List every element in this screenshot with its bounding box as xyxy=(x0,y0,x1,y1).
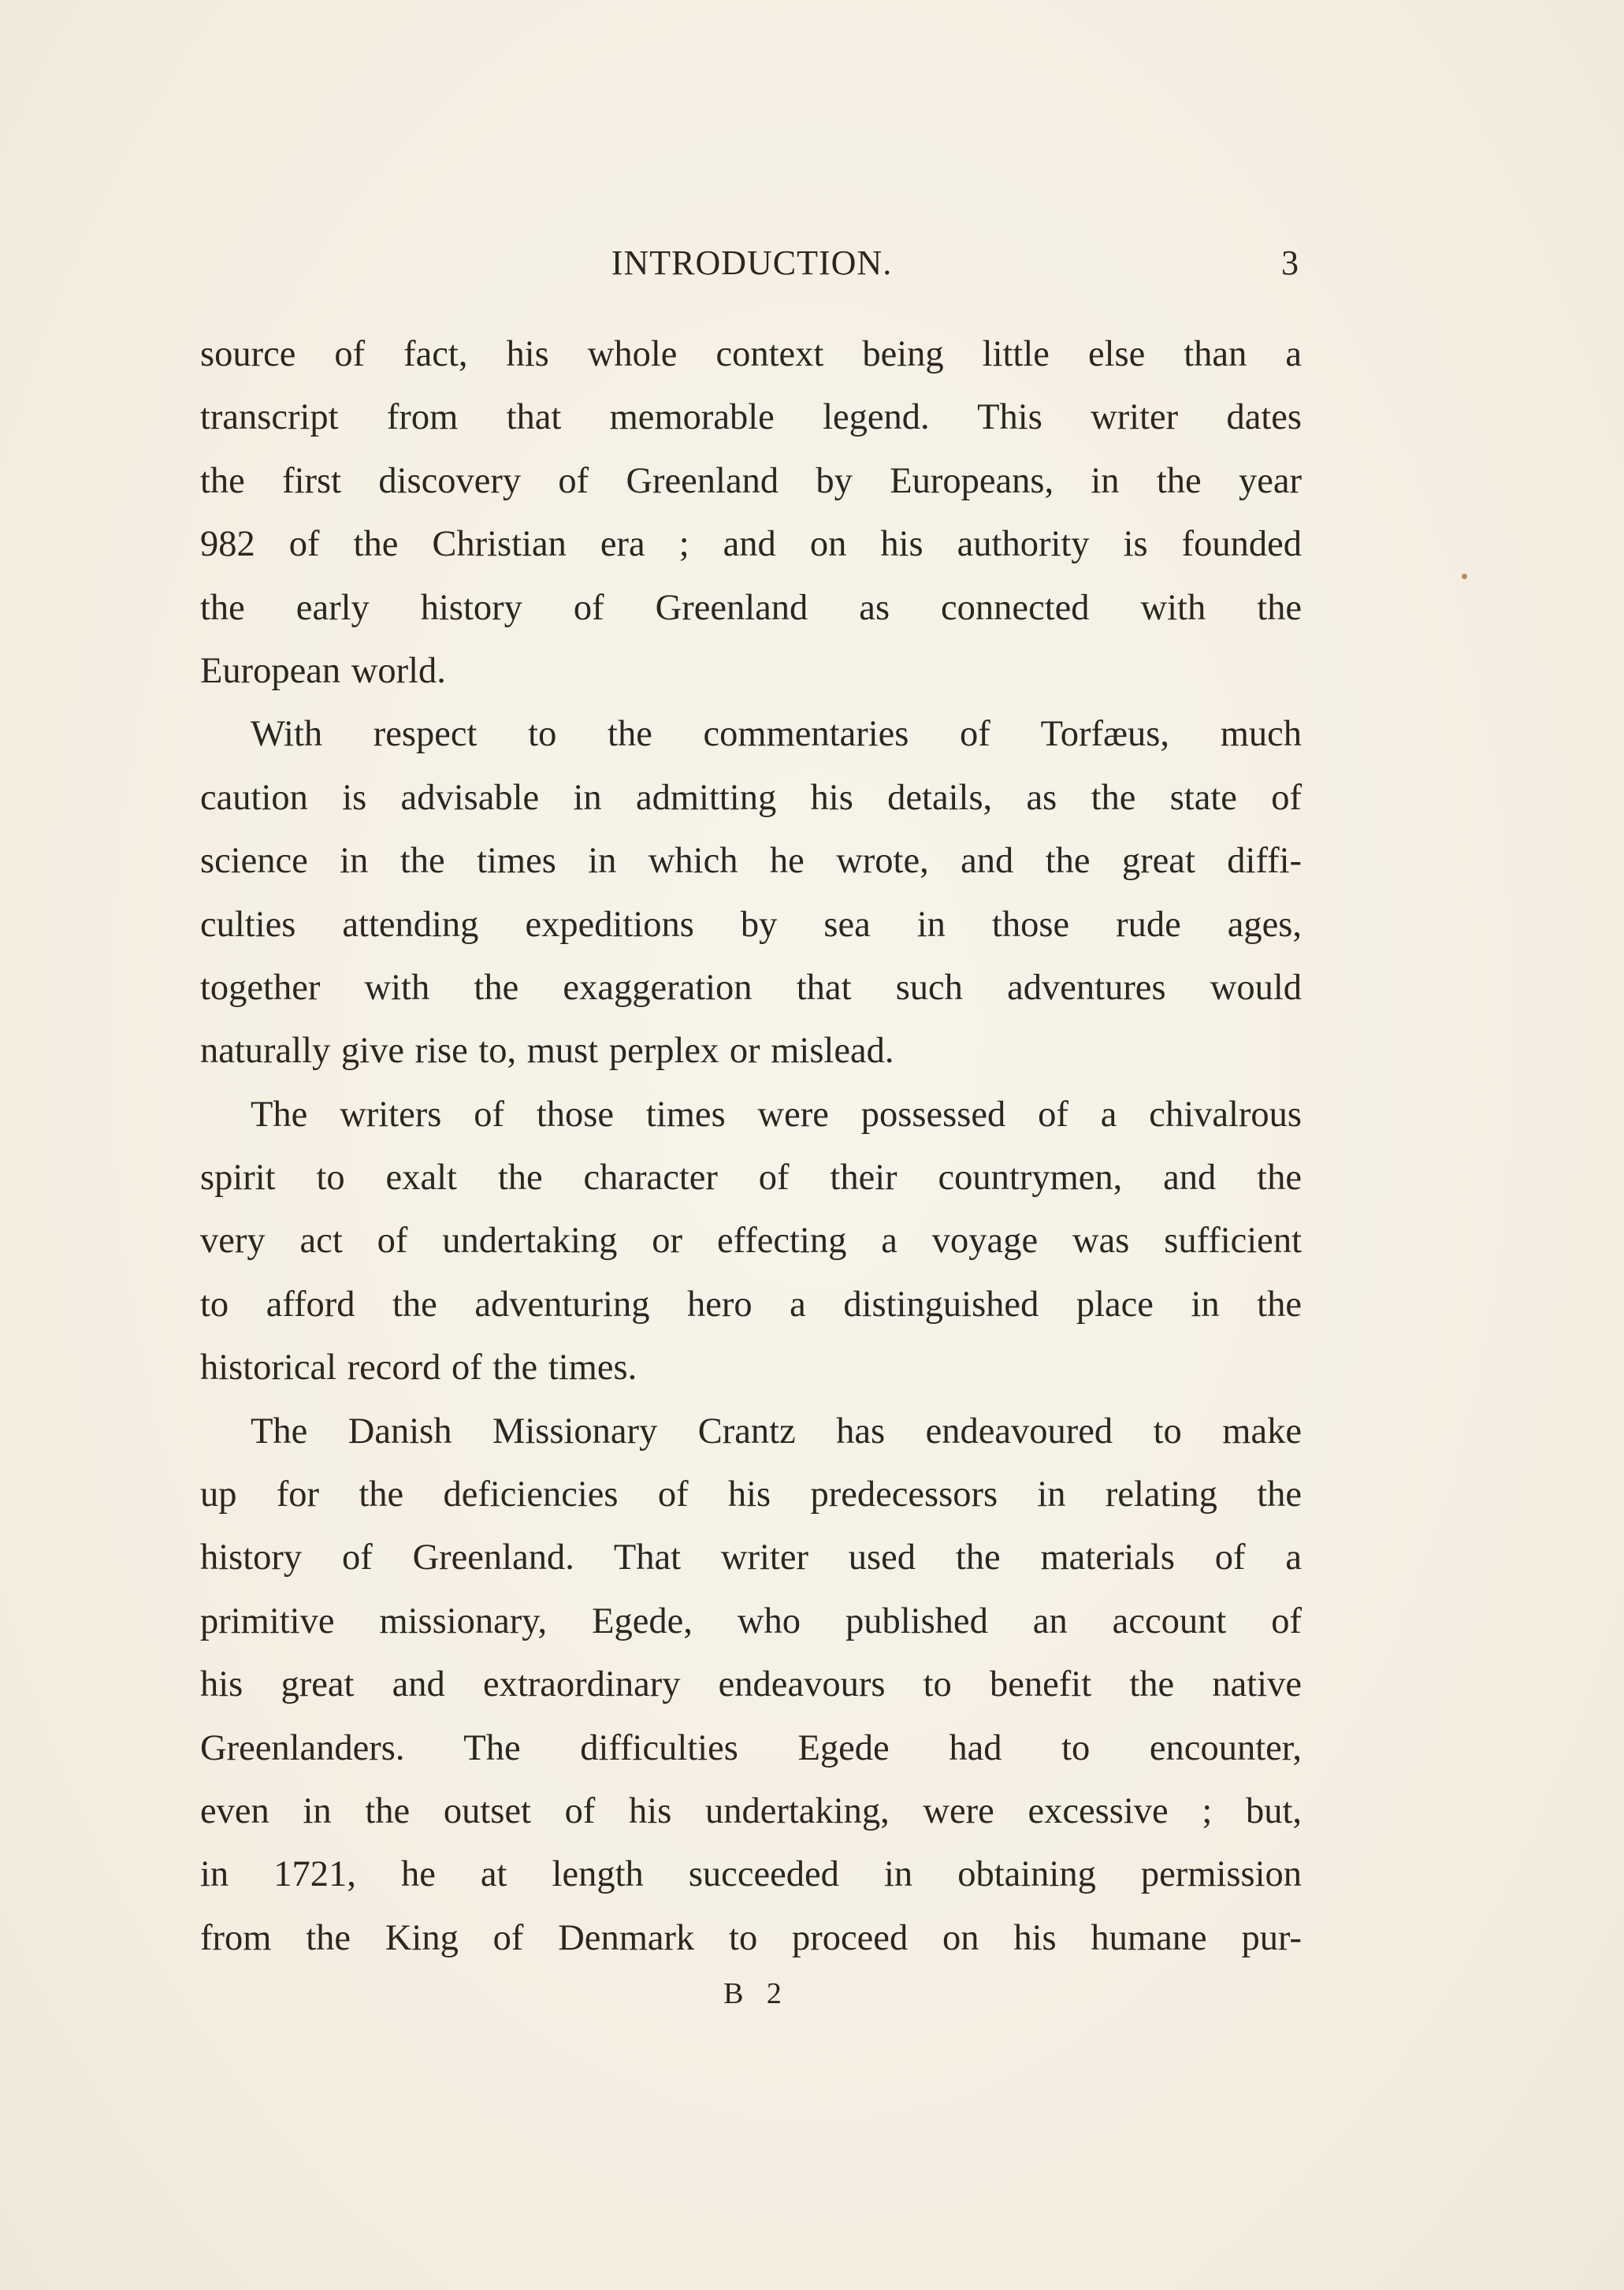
text-line: Greenlanders. The difficulties Egede had to encounter, xyxy=(200,1727,1302,1768)
text-line: even in the outset of his undertaking, were excessive ; but, xyxy=(200,1790,1302,1831)
text-line: science in the times in which he wrote, and the great diffi- xyxy=(200,841,1302,882)
text-line: his great and extraordinary endeavours to benefit the native xyxy=(200,1664,1302,1705)
text-line: in 1721, he at length succeeded in obtaining permission xyxy=(200,1854,1302,1895)
text-line: together with the exaggeration that such adventures would xyxy=(200,967,1302,1008)
running-head xyxy=(200,243,1303,290)
text-line: up for the deficiencies of his predecessors in relating the xyxy=(200,1474,1302,1515)
text-line: the early history of Greenland as connected with the xyxy=(200,587,1302,628)
text-line: 982 of the Christian era ; and on his authority is founded xyxy=(200,524,1302,565)
text-line: very act of undertaking or effecting a voyage was sufficient xyxy=(200,1221,1302,1262)
text-line: naturally give rise to, must perplex or mislead. xyxy=(200,1031,894,1072)
text-line: spirit to exalt the character of their countrymen, and the xyxy=(200,1158,1302,1199)
text-line: transcript from that memorable legend. This writer dates xyxy=(200,397,1302,438)
foxing-speck xyxy=(1462,574,1467,579)
text-line: to afford the adventuring hero a distinguished place in the xyxy=(200,1284,1302,1325)
text-line: caution is advisable in admitting his details, as the state of xyxy=(200,777,1302,818)
text-line: history of Greenland. That writer used the materials of a xyxy=(200,1537,1302,1578)
text-line: the first discovery of Greenland by Europeans, in the year xyxy=(200,460,1302,501)
text-line: from the King of Denmark to proceed on his humane pur- xyxy=(200,1917,1302,1958)
text-line: primitive missionary, Egede, who published an account of xyxy=(200,1600,1302,1641)
text-line: The Danish Missionary Crantz has endeavoured to make xyxy=(251,1411,1302,1452)
signature-mark: B 2 xyxy=(723,1977,790,2010)
running-head-title: INTRODUCTION. xyxy=(611,243,893,282)
text-line: With respect to the commentaries of Torfæus, much xyxy=(251,714,1302,755)
text-line: European world. xyxy=(200,650,446,691)
page-number: 3 xyxy=(1281,243,1299,282)
body-text xyxy=(200,323,1302,1970)
text-line: historical record of the times. xyxy=(200,1348,637,1388)
text-line: The writers of those times were possessed of a chivalrous xyxy=(251,1094,1302,1135)
text-line: source of fact, his whole context being little else than a xyxy=(200,334,1302,374)
text-line: culties attending expeditions by sea in those rude ages, xyxy=(200,904,1302,945)
